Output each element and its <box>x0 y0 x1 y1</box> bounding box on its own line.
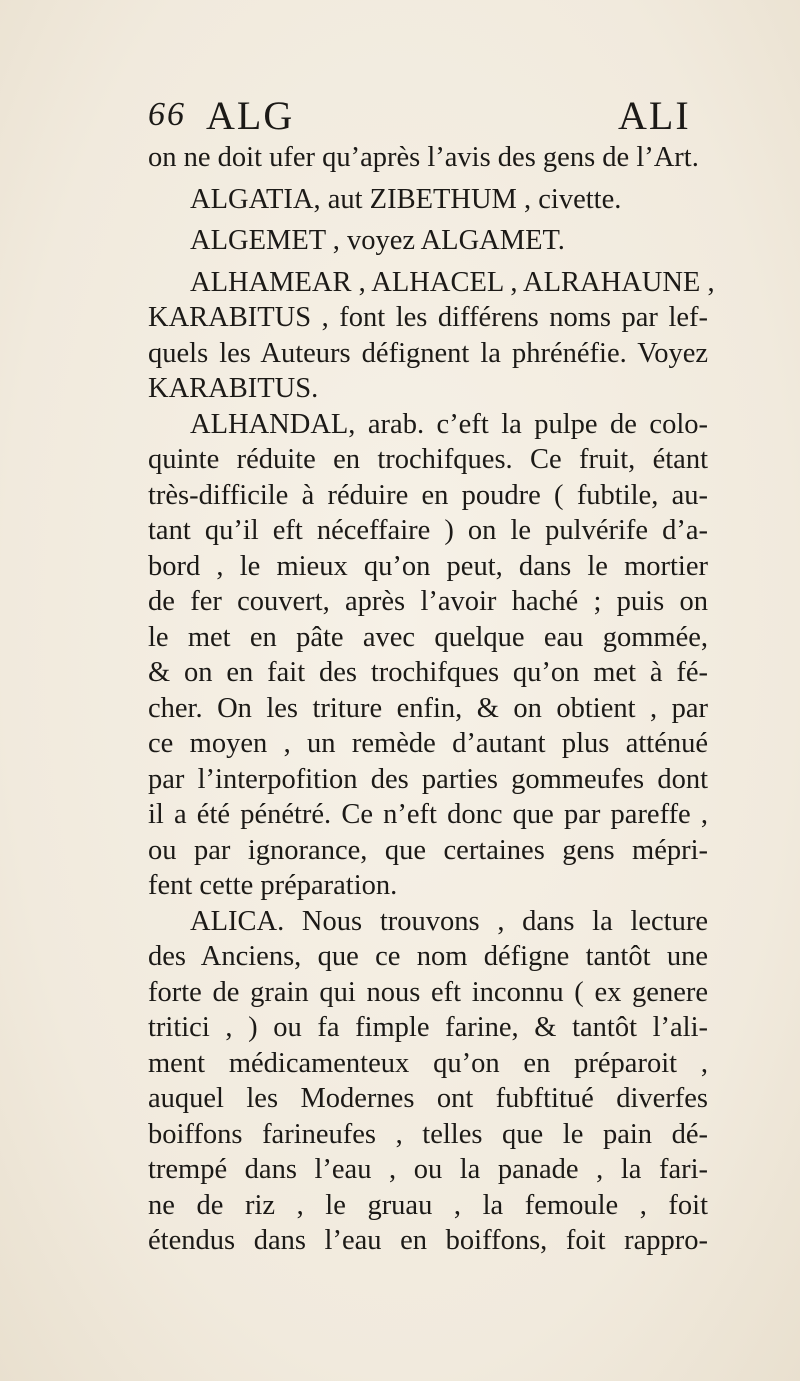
right-running-head: ALI <box>618 93 691 138</box>
text-line: & on en fait des trochifques qu’on met à fé- <box>148 657 708 688</box>
text-line: ALGEMET , voyez ALGAMET. <box>190 225 565 256</box>
text-line: très-difficile à réduire en poudre ( fubtile, au- <box>148 479 708 511</box>
left-running-head: ALG <box>206 93 295 138</box>
text-line: ALHANDAL, arab. c’eft la pulpe de colo- <box>190 408 708 440</box>
text-line: ce moyen , un remède d’autant plus atténué <box>148 728 708 759</box>
paragraph-algatia <box>148 182 708 218</box>
page-number: 66 <box>148 96 186 133</box>
text-line: auquel les Modernes ont fubftitué diverfes <box>148 1083 708 1114</box>
text-line: KARABITUS. <box>148 373 319 404</box>
text-line: par l’interpofition des parties gommeufes dont <box>148 763 708 795</box>
text-line: ment médicamenteux qu’on en préparoit , <box>148 1047 708 1079</box>
body-text <box>148 140 715 1259</box>
text-line: ALICA. Nous trouvons , dans la lecture <box>190 905 708 937</box>
text-line: fent cette préparation. <box>148 870 398 901</box>
text-line: étendus dans l’eau en boiffons, foit rappro- <box>148 1225 708 1256</box>
text-line: tritici , ) ou fa fimple farine, & tantôt l’ali- <box>148 1012 708 1043</box>
paragraph-alhamear <box>148 265 715 407</box>
paragraph-continuation <box>148 140 708 176</box>
text-line: trempé dans l’eau , ou la panade , la fari- <box>148 1154 708 1185</box>
text-line: ne de riz , le gruau , la femoule , foit <box>148 1189 708 1221</box>
text-line: cher. On les triture enfin, & on obtient , par <box>148 692 708 724</box>
text-line: on ne doit ufer qu’après l’avis des gens de l’Art. <box>148 142 699 173</box>
text-line: de fer couvert, après l’avoir haché ; puis on <box>148 586 708 617</box>
text-line: il a été pénétré. Ce n’eft donc que par pareffe , <box>148 799 708 830</box>
text-line: forte de grain qui nous eft inconnu ( ex genere <box>148 976 708 1008</box>
paragraph-alica <box>148 904 708 1259</box>
text-line: quels les Auteurs défignent la phrénéfie. Voyez <box>148 337 708 369</box>
text-line: ALGATIA, aut ZIBETHUM , civette. <box>190 183 622 215</box>
text-line: des Anciens, que ce nom défigne tantôt une <box>148 941 708 972</box>
text-line: bord , le mieux qu’on peut, dans le mortier <box>148 550 708 582</box>
running-header <box>148 92 708 142</box>
paragraph-alhandal <box>148 407 708 904</box>
text-line: KARABITUS , font les différens noms par lef- <box>148 302 708 333</box>
paragraph-algemet <box>148 223 708 259</box>
text-line: quinte réduite en trochifques. Ce fruit, étant <box>148 444 708 475</box>
text-line: tant qu’il eft néceffaire ) on le pulvérife d’a- <box>148 515 708 546</box>
text-line: boiffons farineufes , telles que le pain dé- <box>148 1118 708 1150</box>
text-line: ou par ignorance, que certaines gens mépri- <box>148 834 708 866</box>
text-line: ALHAMEAR , ALHACEL , ALRAHAUNE , <box>190 266 715 298</box>
text-line: le met en pâte avec quelque eau gommée, <box>148 621 708 653</box>
